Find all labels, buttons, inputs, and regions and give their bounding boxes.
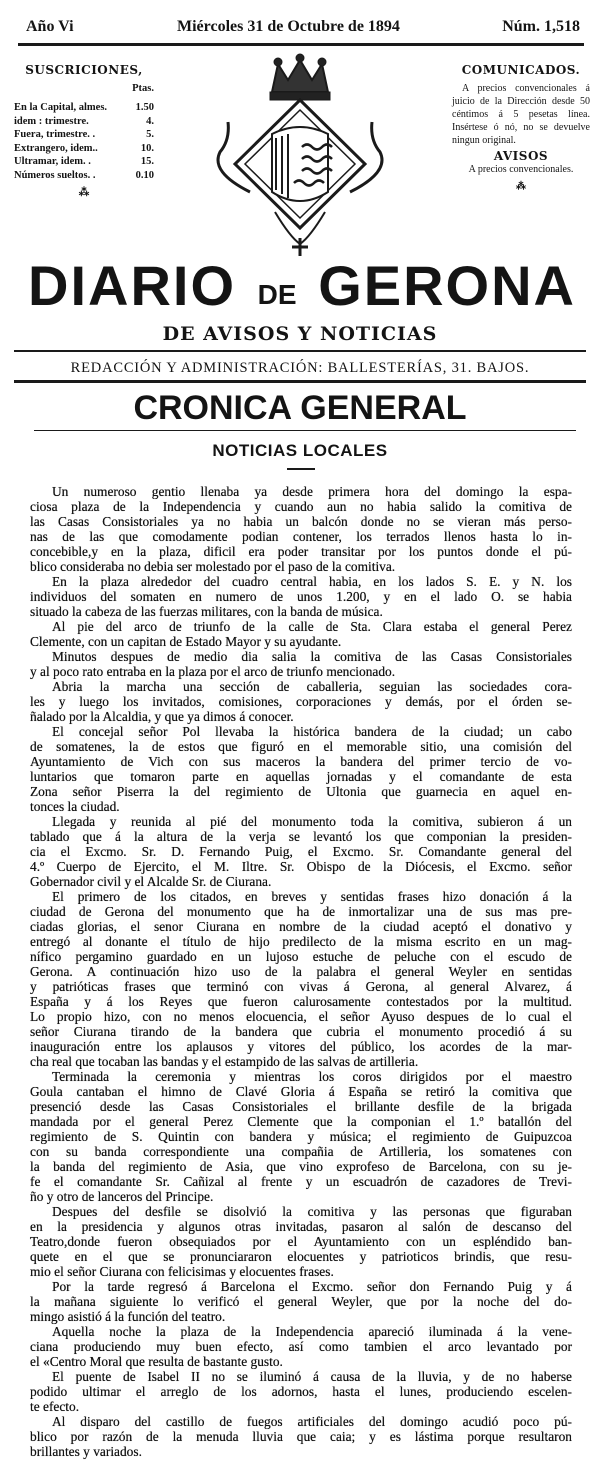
- article-paragraph: [30, 1279, 572, 1324]
- article-line: Abria la marcha una sección de caballeria, seguian las sociedades cora-: [52, 679, 572, 694]
- subscription-rate-row: [14, 169, 154, 183]
- article-line: concebible,y en la plaza, dificil era poder transitar por los puntos donde el pú-: [30, 544, 572, 559]
- article-paragraph: [30, 619, 572, 649]
- rate-label: Ultramar, idem. .: [14, 156, 91, 167]
- article-paragraph: [30, 814, 572, 889]
- section-title: CRONICA GENERAL: [133, 389, 467, 427]
- article-line: la mañana siguiente lo verificó el general Weyler, que por la noche del do-: [30, 1294, 572, 1309]
- article-line: podido ultimar el arreglo de los adornos, hasta el lunes, produciendo escelen-: [30, 1384, 572, 1399]
- article-line: Al disparo del castillo de fuegos artificiales del domingo acudió poco pú-: [52, 1414, 572, 1429]
- divider: [34, 430, 576, 431]
- article-line: y al poco rato entraba en la plaza por el arco de triunfo mencionado.: [30, 664, 396, 679]
- article-line: nas de las que comodamente podian contener, los terrados llenos hasta lo in-: [30, 529, 572, 544]
- comunicados-title: COMUNICADOS.: [461, 63, 581, 77]
- article-line: con su banda correspondiente una compañia de Artilleria, los somatenes con: [30, 1144, 572, 1159]
- issue-number: Núm. 1,518: [502, 18, 580, 35]
- article-line: ñalado por la Alcaldia, y que ya dimos á conocer.: [30, 709, 294, 724]
- title-word-de: DE: [257, 279, 297, 310]
- article-line: brillantes y variados.: [30, 1444, 142, 1459]
- article-paragraph: [30, 889, 572, 1069]
- rate-price: 4.: [146, 115, 154, 127]
- rate-label: En la Capital, almes.: [14, 102, 108, 113]
- newspaper-subtitle: DE AVISOS Y NOTICIAS: [162, 323, 438, 345]
- article-paragraph: [30, 1069, 572, 1204]
- article-line: Teatro,donde fueron obsequiados por el Ayuntamiento con un espléndido ban-: [30, 1234, 572, 1249]
- article-body: [30, 484, 572, 1459]
- article-line: El concejal señor Pol llevaba la histórica bandera de la ciudad; un cabo: [52, 724, 572, 739]
- article-line: ciudad de Gerona del monumento que ha de inmortalizar una de sus mas pre-: [30, 904, 572, 919]
- article-line: fe el comandante Sr. Cañizal al frente y un escuadrón de cazadores de Trevi-: [30, 1174, 572, 1189]
- article-line: blico consideraba no debia ser molestado por el paso de la comitiva.: [30, 559, 396, 574]
- short-divider: [287, 468, 315, 470]
- subscription-rate-row: [14, 142, 154, 156]
- article-line: las Casas Consistoriales ya no habia un balcón donde no se vieran más perso-: [30, 514, 572, 529]
- section-subtitle: NOTICIAS LOCALES: [212, 441, 388, 460]
- article-line: Aquella noche la plaza de la Independencia apareció iluminada á la vene-: [52, 1324, 572, 1339]
- subscription-rate-row: [14, 128, 154, 142]
- article-line: cia el Excmo. Sr. D. Fernando Puig, el Excmo. Sr. Comandante general del: [30, 844, 572, 859]
- coat-of-arms-icon: [190, 52, 410, 257]
- rate-label: Extrangero, idem..: [14, 142, 98, 154]
- rate-label: Números sueltos. .: [14, 169, 96, 181]
- article-line: individuos del somaten en numero de unos 1.200, y en el lado O. se habia: [30, 589, 572, 604]
- rate-price: 0.10: [135, 169, 154, 181]
- address-line: REDACCIÓN Y ADMINISTRACIÓN: BALLESTERÍAS, 31. BAJOS.: [70, 360, 530, 376]
- article-line: inauguración entre los aplausos y vitores del público, los acordes de la mar-: [30, 1039, 572, 1054]
- rate-price: 15.: [140, 156, 154, 167]
- title-word-gerona: GERONA: [318, 254, 576, 317]
- article-line: El primero de los citados, en breves y sentidas frases hizo donación á la: [52, 889, 572, 904]
- divider: [14, 350, 586, 352]
- subscription-rate-row: [14, 155, 154, 169]
- article-line: ciosa plaza de la Independencia y cuando aun no habia salido la comitiva de: [30, 499, 572, 514]
- article-line: entregó al donante el título de hijo predilecto de la misma escrito en un mag-: [30, 934, 572, 949]
- article-line: les y luego los invitados, comisiones, corporaciones y demás, por el órden se-: [30, 694, 572, 709]
- article-line: ciana produciendo muy buen efecto, así como tambien el arco levantado por: [30, 1339, 572, 1354]
- article-paragraph: [30, 484, 572, 574]
- newspaper-title: [28, 252, 576, 318]
- comunicados-box: [452, 64, 590, 193]
- article-line: Gobernador civil y el Alcalde Sr. de Ciurana.: [30, 874, 272, 889]
- article-line: luntarios que tomaron parte en aquellas jornadas y el comandante de esta: [30, 769, 572, 784]
- subscription-rate-row: [14, 101, 154, 115]
- article-line: Al pie del arco de triunfo de la calle de Sta. Clara estaba el general Perez: [52, 619, 572, 634]
- article-line: mingo asistió á la función del teatro.: [30, 1309, 226, 1324]
- article-line: Clemente, con un capitan de Estado Mayor y su ayudante.: [30, 634, 342, 649]
- rate-price: 5.: [146, 129, 154, 140]
- article-line: Por la tarde regresó á Barcelona el Excmo. señor don Fernando Puig y á: [52, 1279, 572, 1294]
- rate-label: idem : trimestre.: [14, 115, 89, 127]
- article-line: Ayuntamiento de Vich con sus maceros la bandera del primer tercio de vo-: [30, 754, 572, 769]
- article-line: En la plaza alrededor del cuadro central habia, en los lados S. E. y N. los: [52, 574, 572, 589]
- article-line: Minutos despues de medio dia salia la comitiva de las Casas Consistoriales: [52, 649, 572, 664]
- article-line: Llegada y reunida al pié del monumento toda la comitiva, subieron á un: [52, 814, 572, 829]
- ornament-icon: ⁂: [78, 187, 90, 198]
- article-line: de somatenes, la de estos que figuró en el memorable sitio, una comisión del: [30, 739, 572, 754]
- subscription-rates: [14, 101, 154, 182]
- divider: [14, 380, 586, 383]
- article-line: ciadas glorias, el senor Ciurana en nombre de la ciudad aceptó el donativo y: [30, 919, 572, 934]
- article-line: tonces la ciudad.: [30, 799, 120, 814]
- article-line: te efecto.: [30, 1399, 80, 1414]
- avisos-title: AVISOS: [493, 149, 549, 163]
- article-line: El puente de Isabel II no se iluminó á causa de la lluvia, y de no haberse: [52, 1369, 572, 1384]
- article-line: cha real que tocaban las bandas y el estampido de las salvas de artilleria.: [30, 1054, 419, 1069]
- article-line: tablado que á la altura de la verja se levantó los que componian la presiden-: [30, 829, 572, 844]
- divider: [18, 43, 584, 46]
- article-line: Despues del desfile se disolvió la comitiva y las personas que figuraban: [52, 1204, 572, 1219]
- article-line: mio el señor Ciurana con felicisimas y elocuentes frases.: [30, 1264, 334, 1279]
- article-line: y patrióticas frases que terminó con vivas á Gerona, al general Alvarez, á: [30, 979, 572, 994]
- rate-price: 10.: [140, 142, 154, 154]
- comunicados-text: A precios convencionales á juicio de la Dirección desde 50 céntimos á 5 pesetas línea. Insértese ó nó, no se devuelve ningun original.: [452, 83, 590, 146]
- article-line: Terminada la ceremonia y mientras los coros dirigidos por el maestro: [52, 1069, 572, 1084]
- article-line: situado la cabeza de las fuerzas militares, con la banda de música.: [30, 604, 383, 619]
- article-line: blico por razón de la menuda lluvia que caia; y es lástima porque resultaron: [30, 1429, 572, 1444]
- article-paragraph: [30, 1414, 572, 1459]
- article-line: 4.º Cuerpo de Ejercito, el M. Iltre. Sr. Obispo de la Diócesis, el Excmo. señor: [30, 859, 572, 874]
- subscriptions-title: SUSCRICIONES,: [25, 63, 143, 77]
- article-line: España y á los Reyes que fueron calurosamente contestados por la multitud.: [30, 994, 572, 1009]
- article-line: ño y otro de lanceros del Principe.: [30, 1189, 214, 1204]
- dateline: [22, 18, 580, 40]
- article-paragraph: [30, 574, 572, 619]
- rate-price: 1.50: [135, 102, 154, 113]
- article-line: en la presidencia y algunos otras invitadas, pasaron al salón de descanso del: [30, 1219, 572, 1234]
- article-line: Gerona. A continuación hizo uso de la palabra el general Weyler en sentidas: [30, 964, 572, 979]
- rate-label: Fuera, trimestre. .: [14, 129, 96, 140]
- article-line: Goula cantaban el himno de Clavé Gloria á España se retiró la comitiva que: [30, 1084, 572, 1099]
- issue-date: Miércoles 31 de Octubre de 1894: [177, 18, 400, 35]
- article-line: regimiento de S. Quintin con bandera y música; el regimiento de Guipuzcoa: [30, 1129, 572, 1144]
- article-line: presenció desde las Casas Consistoriales el brillante desfile de la brigada: [30, 1099, 572, 1114]
- article-line: mandada por el general Perez Clemente que la componian el 1.º batallón del: [30, 1114, 572, 1129]
- article-paragraph: [30, 1204, 572, 1279]
- article-paragraph: [30, 724, 572, 814]
- subscriptions-box: [14, 64, 154, 200]
- avisos-text: A precios convencionales.: [468, 164, 574, 175]
- ornament-icon: ⁂: [516, 181, 526, 192]
- article-paragraph: [30, 679, 572, 724]
- year-label: Año Vi: [26, 18, 74, 35]
- article-line: quete en el que se pronunciararon elocuentes y patrioticos brindis, que resu-: [30, 1249, 572, 1264]
- article-paragraph: [30, 1369, 572, 1414]
- title-word-diario: DIARIO: [28, 254, 236, 317]
- article-line: la banda del regimiento de Asia, que vino exprofeso de Barcelona, con su je-: [30, 1159, 572, 1174]
- article-line: señor Ciurana tirando de la bandera que cubria el monumento procedió á su: [30, 1024, 572, 1039]
- article-line: Lo propio hizo, con no menos elocuencia, el señor Ayuso despues de lo cual el: [30, 1009, 572, 1024]
- article-paragraph: [30, 1324, 572, 1369]
- currency-unit: Ptas.: [132, 82, 154, 94]
- article-line: Un numeroso gentio llenaba ya desde primera hora del domingo la espa-: [52, 484, 572, 499]
- article-line: Zona señor Piserra la del regimiento de Ultonia que guarnecia en aquel en-: [30, 784, 572, 799]
- article-line: nífico pergamino guardado en un lujoso estuche de peluche con el escudo de: [30, 949, 572, 964]
- article-line: el «Centro Moral que resulta de bastante gusto.: [30, 1354, 283, 1369]
- subscription-rate-row: [14, 115, 154, 129]
- article-paragraph: [30, 649, 572, 679]
